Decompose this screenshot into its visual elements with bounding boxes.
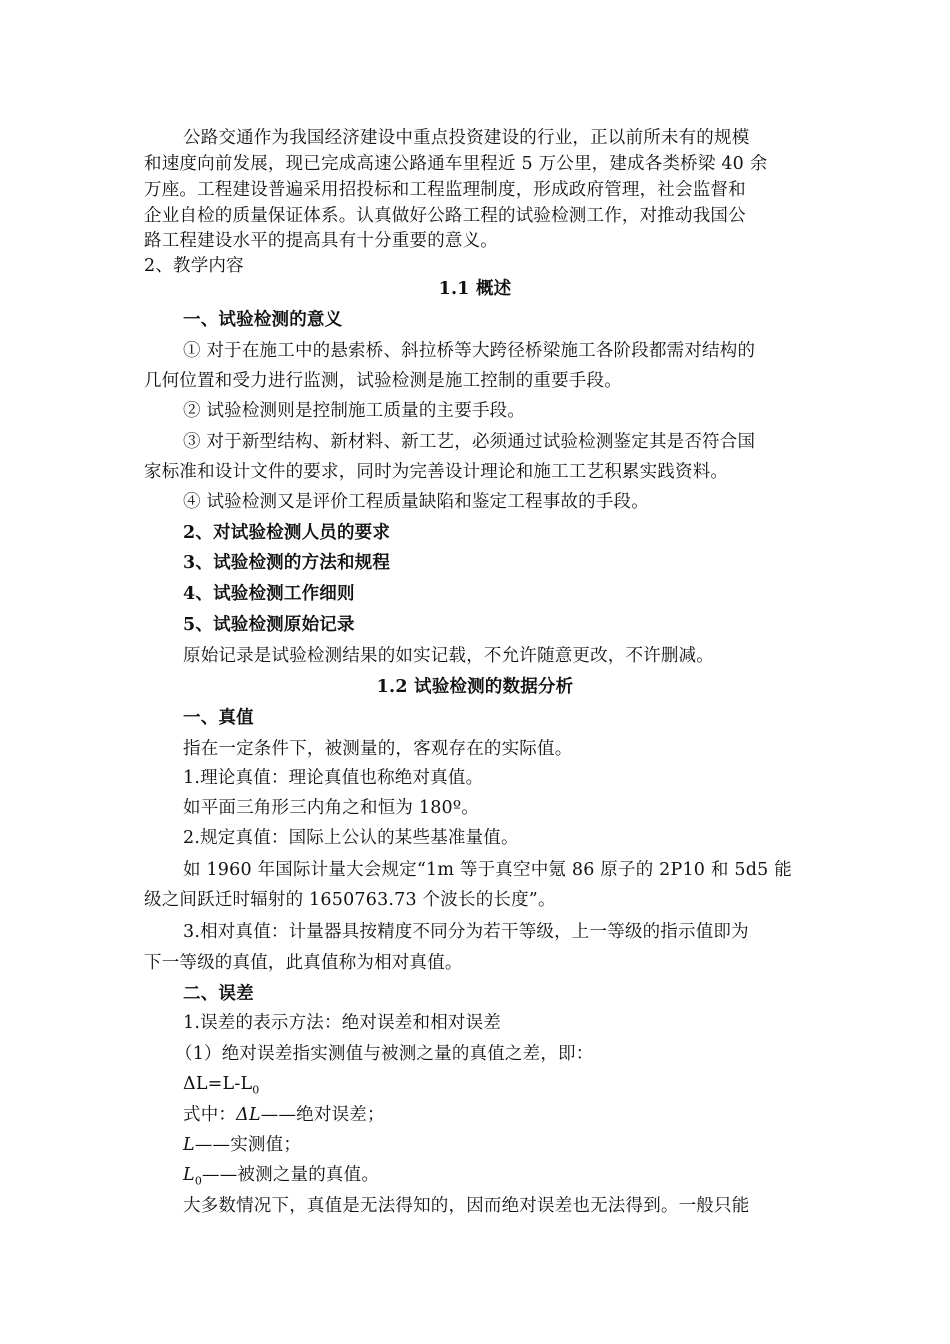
paragraph: 2.规定真值：国际上公认的某些基准量值。 xyxy=(183,828,519,848)
definition-line xyxy=(183,1103,385,1127)
definition-text: ——绝对误差； xyxy=(260,1105,385,1125)
paragraph: 如 1960 年国际计量大会规定“1m 等于真空中氪 86 原子的 2P10 和 5d5 能 xyxy=(183,860,792,880)
subheading: 5、试验检测原始记录 xyxy=(183,615,355,635)
paragraph-continuation: 下一等级的真值，此真值称为相对真值。 xyxy=(144,953,463,973)
subheading: 一、真值 xyxy=(183,708,254,728)
definition-prefix: 式中： xyxy=(183,1105,237,1125)
paragraph: （1）绝对误差指实测值与被测之量的真值之差，即： xyxy=(175,1044,594,1064)
definition-text: ——被测之量的真值。 xyxy=(202,1165,380,1185)
symbol: L xyxy=(183,1135,195,1155)
section-title: 1.1 概述 xyxy=(438,279,512,299)
list-item: ① 对于在施工中的悬索桥、斜拉桥等大跨径桥梁施工各阶段都需对结构的 xyxy=(183,341,756,361)
list-item: ④ 试验检测又是评价工程质量缺陷和鉴定工程事故的手段。 xyxy=(183,492,649,512)
intro-line-3: 万座。工程建设普遍采用招投标和工程监理制度，形成政府管理，社会监督和 xyxy=(144,180,746,200)
formula-main: ΔL=L-L xyxy=(183,1074,253,1094)
symbol-subscript: 0 xyxy=(194,1174,203,1188)
formula xyxy=(183,1072,259,1096)
list-item: ③ 对于新型结构、新材料、新工艺，必须通过试验检测鉴定其是否符合国 xyxy=(183,432,756,452)
list-item: ② 试验检测则是控制施工质量的主要手段。 xyxy=(183,401,526,421)
subheading: 3、试验检测的方法和规程 xyxy=(183,553,391,573)
paragraph: 大多数情况下，真值是无法得知的，因而绝对误差也无法得到。一般只能 xyxy=(183,1196,750,1216)
list-item-continuation: 家标准和设计文件的要求，同时为完善设计理论和施工工艺积累实践资料。 xyxy=(144,462,729,482)
paragraph: 3.相对真值：计量器具按精度不同分为若干等级，上一等级的指示值即为 xyxy=(183,922,749,942)
intro-line-1: 公路交通作为我国经济建设中重点投资建设的行业，正以前所未有的规模 xyxy=(183,128,750,148)
paragraph: 1.误差的表示方法：绝对误差和相对误差 xyxy=(183,1013,501,1033)
definition-line xyxy=(183,1163,379,1187)
list-item-continuation: 几何位置和受力进行监测，试验检测是施工控制的重要手段。 xyxy=(144,371,622,391)
formula-subscript: 0 xyxy=(252,1083,260,1097)
intro-line-4: 企业自检的质量保证体系。认真做好公路工程的试验检测工作，对推动我国公 xyxy=(144,206,746,226)
paragraph: 指在一定条件下，被测量的，客观存在的实际值。 xyxy=(183,739,573,759)
subheading: 一、试验检测的意义 xyxy=(183,310,343,330)
paragraph-continuation: 级之间跃迁时辐射的 1650763.73 个波长的长度”。 xyxy=(144,890,556,910)
subheading: 二、误差 xyxy=(183,984,254,1004)
symbol: L xyxy=(183,1165,195,1185)
subheading: 4、试验检测工作细则 xyxy=(183,584,355,604)
section-title: 1.2 试验检测的数据分析 xyxy=(376,677,574,697)
teaching-heading: 2、教学内容 xyxy=(144,256,244,276)
paragraph: 1.理论真值：理论真值也称绝对真值。 xyxy=(183,768,484,788)
intro-line-2: 和速度向前发展，现已完成高速公路通车里程近 5 万公里，建成各类桥梁 40 余 xyxy=(144,154,768,174)
paragraph: 原始记录是试验检测结果的如实记载，不允许随意更改，不许删减。 xyxy=(183,646,714,666)
paragraph: 如平面三角形三内角之和恒为 180º。 xyxy=(183,798,479,818)
subheading: 2、对试验检测人员的要求 xyxy=(183,523,391,543)
definition-line xyxy=(183,1133,301,1157)
intro-line-5: 路工程建设水平的提高具有十分重要的意义。 xyxy=(144,231,498,251)
symbol: ΔL xyxy=(236,1105,261,1125)
definition-text: ——实测值； xyxy=(194,1135,302,1155)
